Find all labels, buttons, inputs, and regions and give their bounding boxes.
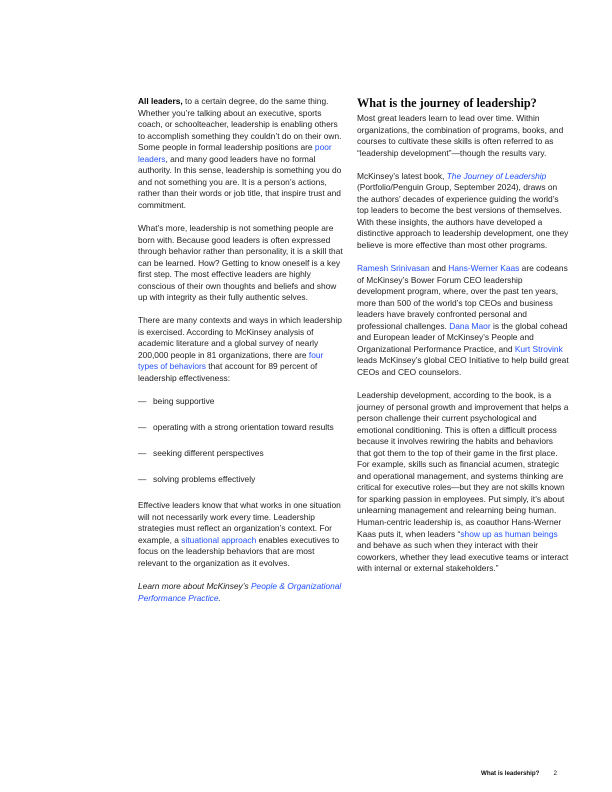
contexts-paragraph: There are many contexts and ways in which leadership is exercised. According to McKinsey analysis of academic literature and a global survey of nearly 200,000 people in 81 organizations, there are four types of behaviors that account for 89 percent of leadership effectiveness:: [138, 315, 342, 384]
page-number: 2: [553, 770, 557, 777]
practice-link[interactable]: People & Organizational Performance Practice: [138, 581, 342, 603]
page-footer: [481, 770, 557, 777]
poor-leaders-link[interactable]: poor leaders: [138, 142, 332, 164]
author-link-maor[interactable]: Dana Maor: [449, 320, 491, 331]
situational-approach-link[interactable]: situational approach: [181, 534, 257, 545]
journey-paragraph: Most great leaders learn to lead over time. Within organizations, the combination of programs, books, and courses to cultivate these skills is often referred to as “leadership development”—though the results vary.: [357, 113, 564, 158]
left-column: [138, 96, 344, 616]
situational-paragraph: Effective leaders know that what works in one situation will not necessarily work every time. Leadership strategies must reflect an organization’s context. For example, a situational approach enables executives to focus on the leadership behaviors that are most relevant to the organization as it evolves.: [138, 500, 341, 568]
author-link-strovink[interactable]: Kurt Strovink: [514, 343, 563, 354]
born-with-paragraph: What’s more, leadership is not something people are born with. Because good leaders is often expressed through behavior rather than personality, it is a skill that can be learned. How? Getting to know oneself is a key first step. The most effective leaders are highly conscious of their own thoughts and beliefs and show up with integrity as their fully authentic selves.: [138, 222, 343, 303]
section-heading: What is the journey of leadership?: [357, 96, 537, 110]
book-paragraph: McKinsey’s latest book, The Journey of Leadership (Portfolio/Penguin Group, September 2024), draws on the authors’ decades of experience guiding the world’s top leaders to become the best versions of themselves. With these insights, the authors have developed a distinctive approach to leadership development, one they believe is more effective than most other programs.: [357, 170, 569, 250]
behaviors-list: [138, 396, 344, 486]
lead-in: All leaders,: [138, 96, 183, 106]
list-item: — seeking different perspectives: [138, 448, 344, 460]
list-item: — being supportive: [138, 396, 344, 408]
intro-paragraph: All leaders, to a certain degree, do the same thing. Whether you’re talking about an executive, sports coach, or schoolteacher, leadership is enabling others to accomplish something they couldn’t do on their own. Some people in formal leadership positions are poor leaders, and many good leaders have no formal authority. In this sense, leadership is something you do and not something you are. It is a person’s actions, rather than their words or job title, that inspire trust and commitment.: [138, 96, 342, 210]
authors-paragraph: Ramesh Srinivasan and Hans-Werner Kaas are codeans of McKinsey’s Bower Forum CEO leadership development program, where, over the past ten years, more than 500 of the world’s top CEOs and business leaders have bravely confronted personal and professional challenges. Dana Maor is the global cohead and European leader of McKinsey’s People and Organizational Performance Practice, and Kurt Strovink leads McKinsey’s global CEO Initiative to help build great CEOs and CEO counselors.: [357, 263, 569, 377]
author-link-kaas[interactable]: Hans-Werner Kaas: [448, 263, 520, 274]
list-item: — operating with a strong orientation toward results: [138, 422, 344, 434]
footer-title: What is leadership?: [481, 770, 540, 777]
author-link-srinivasan[interactable]: Ramesh Srinivasan: [357, 263, 430, 274]
learn-more-paragraph: Learn more about McKinsey’s People & Organizational Performance Practice.: [138, 581, 342, 603]
right-column: [357, 96, 569, 586]
list-item: — solving problems effectively: [138, 474, 344, 486]
human-beings-link[interactable]: show up as human beings: [460, 528, 558, 539]
book-title-link[interactable]: The Journey of Leadership: [446, 170, 547, 181]
four-types-link[interactable]: four types of behaviors: [138, 349, 324, 372]
development-paragraph: Leadership development, according to the book, is a journey of personal growth and improvement that helps a person challenge their current psychological and emotional conditioning. This is often a difficult process because it involves rewiring the habits and behaviors that got them to the top of their game in the first place. For example, skills such as financial acumen, strategic and operational management, and systems thinking are critical for executive roles—but they are not skills known for sparking passion in employees. Put simply, it’s about unlearning management and relearning being human. Human-centric leadership is, as coauthor Hans-Werner Kaas puts it, when leaders “show up as human beings and behave as such when they interact with their coworkers, whether they lead executive teams or interact with internal or external stakeholders.”: [357, 389, 569, 574]
